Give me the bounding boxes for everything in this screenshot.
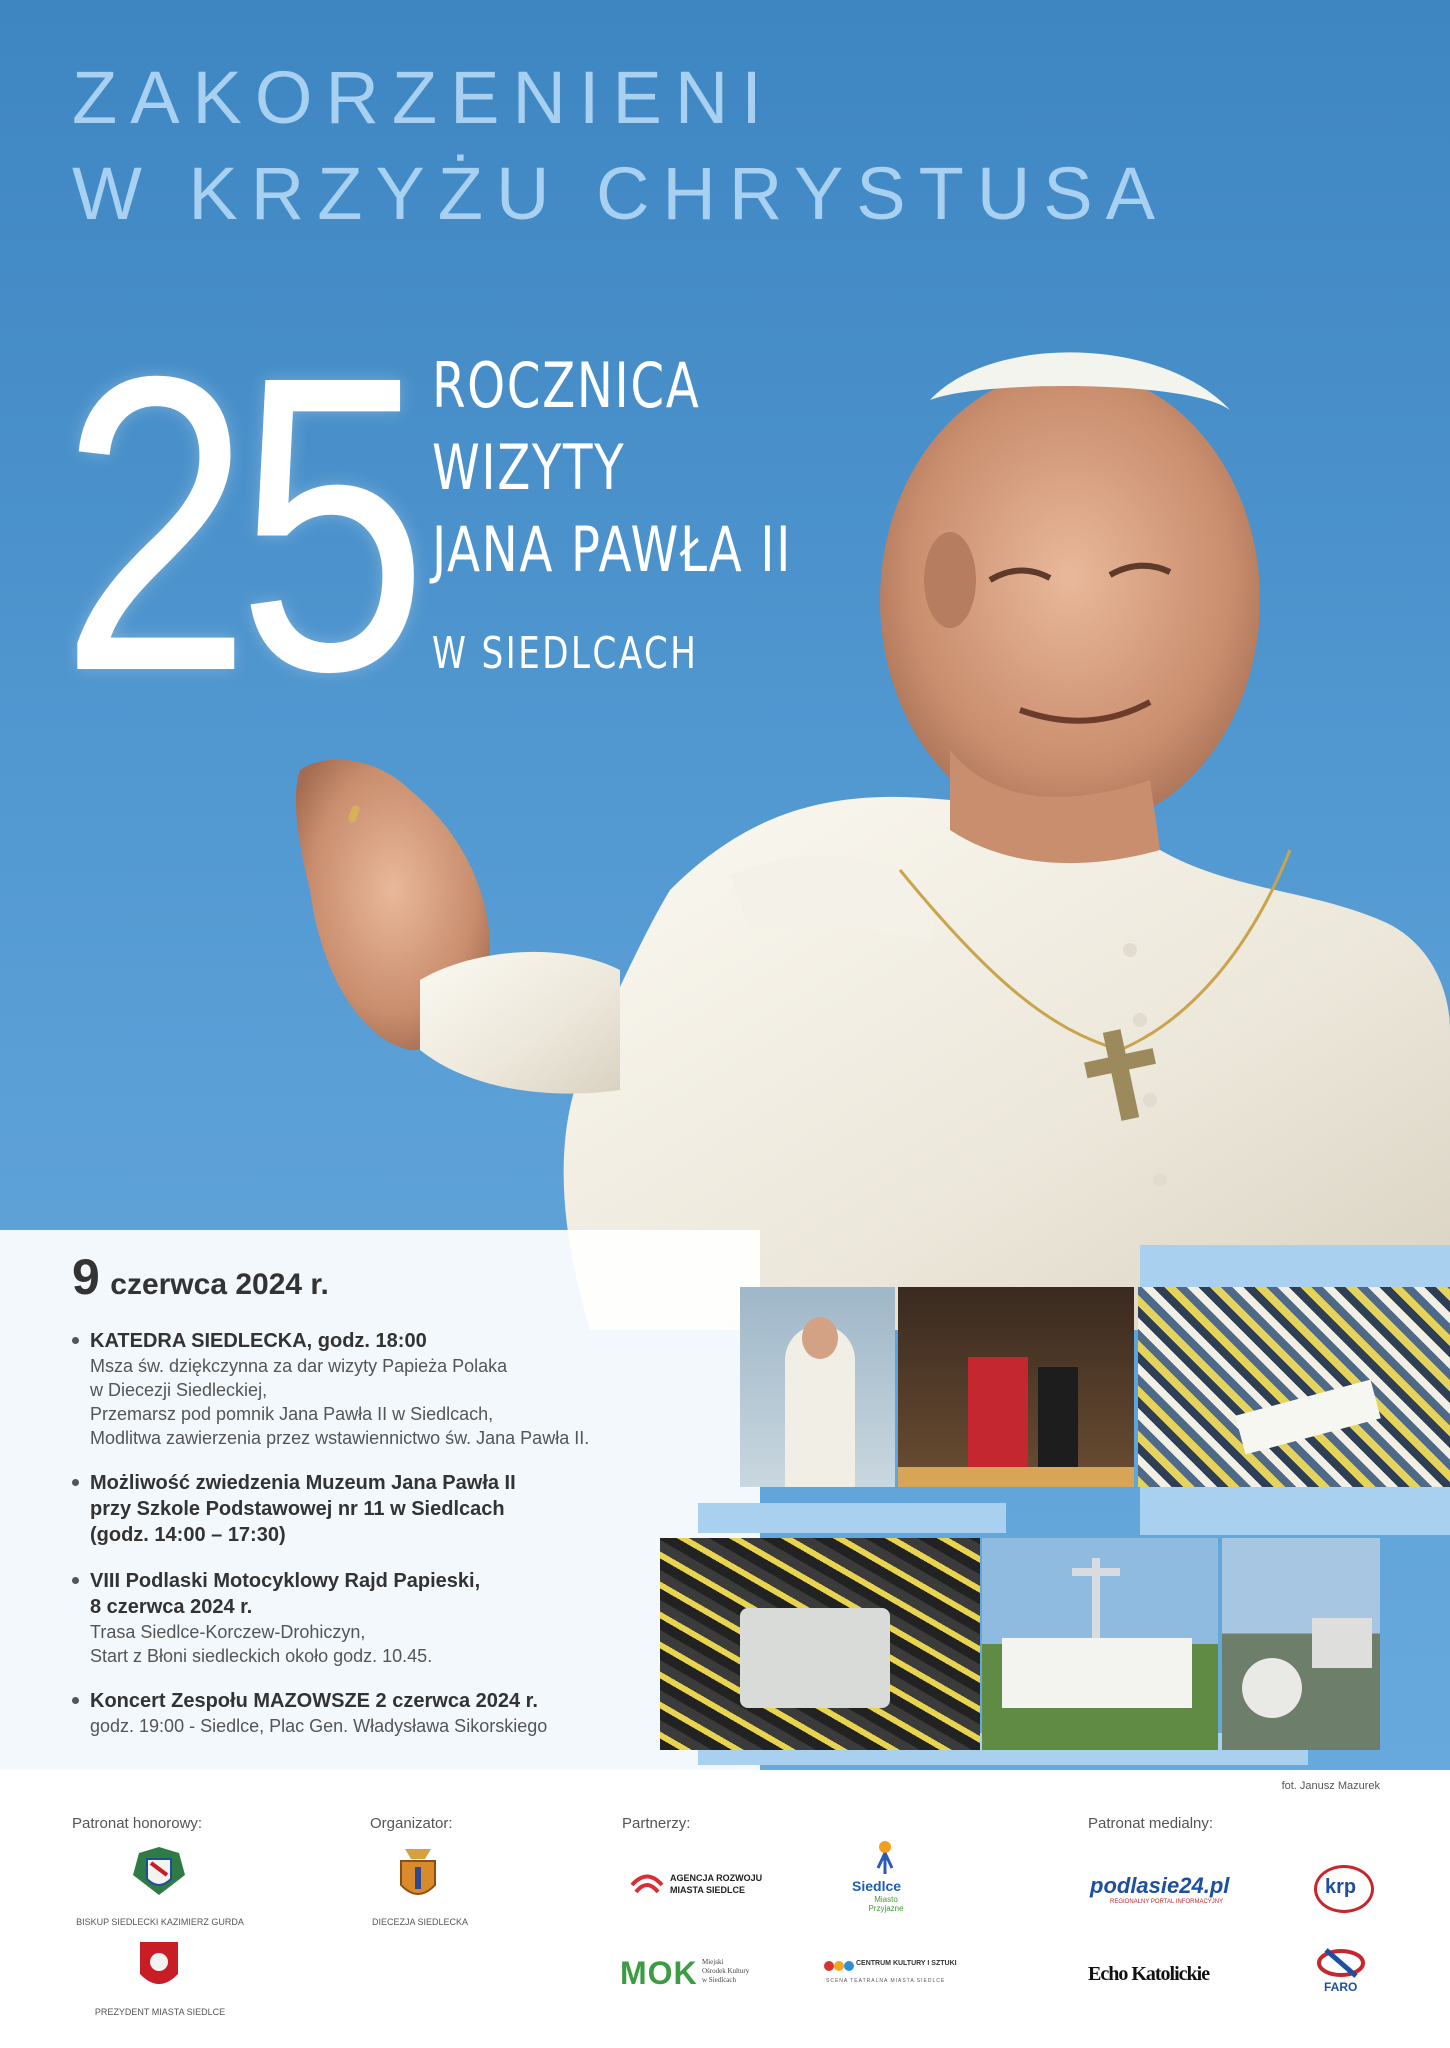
event-detail: Start z Błoni siedleckich około godz. 10.45.	[90, 1646, 433, 1666]
agencja-rozwoju-icon	[630, 1870, 664, 1900]
anniversary-line-1: ROCZNICA	[432, 349, 701, 422]
biskup-caption: BISKUP SIEDLECKI KAZIMIERZ GURDA	[76, 1917, 244, 1927]
partnerzy-heading: Partnerzy:	[622, 1815, 691, 1832]
event-item	[72, 1688, 692, 1738]
bullet-icon	[72, 1577, 79, 1584]
centrum-kultury-logo-line-1: CENTRUM KULTURY I SZTUKI	[856, 1960, 957, 1967]
anniversary-number: 25	[60, 290, 414, 759]
event-detail: w Diecezji Siedleckiej,	[90, 1380, 268, 1400]
collage-photo	[1222, 1538, 1380, 1750]
event-title: Możliwość zwiedzenia Muzeum Jana Pawła II	[90, 1472, 516, 1494]
event-date	[72, 1248, 329, 1306]
event-title: Koncert Zespołu MAZOWSZE 2 czerwca 2024 r.	[90, 1690, 538, 1712]
photo-car	[740, 1608, 890, 1708]
agencja-rozwoju-logo-line-1: AGENCJA ROZWOJU	[670, 1873, 763, 1883]
event-title: 8 czerwca 2024 r.	[90, 1596, 253, 1618]
event-detail: Msza św. dziękczynna za dar wizyty Papieża Polaka	[90, 1356, 508, 1376]
podlasie24-logo-subtitle: REGIONALNY PORTAL INFORMACYJNY	[1110, 1899, 1224, 1905]
bullet-icon	[72, 1697, 79, 1704]
photo-banner	[1235, 1380, 1381, 1455]
siedlce-coat-of-arms-icon	[136, 1938, 182, 1996]
siedlce-logo-subtitle: Miasto Przyjazne	[868, 1895, 904, 1913]
anniversary-title	[432, 345, 893, 695]
mok-logo: MOK	[620, 1955, 698, 1991]
patronat-honorowy-heading: Patronat honorowy:	[72, 1815, 203, 1832]
mok-logo-subtitle-3: w Siedlcach	[702, 1976, 737, 1984]
anniversary-line-4: W SIEDLCACH	[432, 628, 699, 679]
centrum-kultury-icon	[824, 1958, 854, 1974]
bishop-coat-of-arms-icon	[127, 1845, 191, 1905]
centrum-kultury-logo-line-2: SCENA TEATRALNA MIASTA SIEDLCE	[826, 1978, 946, 1984]
event-detail: godz. 19:00 - Siedlce, Plac Gen. Władysława Sikorskiego	[90, 1716, 548, 1736]
event-title: przy Szkole Podstawowej nr 11 w Siedlcach	[90, 1498, 505, 1520]
headline-line-2: W KRZYŻU CHRYSTUSA	[72, 152, 1169, 235]
event-detail: Modlitwa zawierzenia przez wstawiennictwo św. Jana Pawła II.	[90, 1428, 590, 1448]
photo-face	[802, 1317, 838, 1359]
collage-photo	[898, 1287, 1134, 1487]
photo-car	[1312, 1618, 1372, 1668]
podlasie24-logo: podlasie24.pl	[1090, 1873, 1230, 1898]
event-item	[72, 1568, 692, 1668]
photo-credit: fot. Janusz Mazurek	[1281, 1780, 1380, 1792]
faro-tv-icon	[1316, 1946, 1366, 1980]
bullet-icon	[72, 1337, 79, 1344]
event-detail: Trasa Siedlce-Korczew-Drohiczyn,	[90, 1622, 366, 1642]
collage-photo	[660, 1538, 980, 1750]
organizator-heading: Organizator:	[370, 1815, 453, 1832]
headline-line-1: ZAKORZENIENI	[72, 56, 775, 139]
collage-photo	[982, 1538, 1218, 1750]
event-date-day: 9	[72, 1249, 100, 1305]
faro-logo: FARO	[1324, 1980, 1358, 1994]
anniversary-line-3: JANA PAWŁA II	[432, 513, 792, 586]
photo-motorcycle	[1242, 1658, 1302, 1718]
diocese-coat-of-arms-icon	[395, 1845, 441, 1905]
collage-photo	[740, 1287, 895, 1487]
diecezja-caption: DIECEZJA SIEDLECKA	[371, 1917, 469, 1927]
siedlce-logo: Siedlce	[852, 1878, 902, 1894]
event-title: (godz. 14:00 – 17:30)	[90, 1524, 286, 1546]
event-item	[72, 1470, 692, 1548]
photo-altar	[1002, 1638, 1192, 1708]
anniversary-line-2: WIZYTY	[432, 431, 626, 504]
event-title: VIII Podlaski Motocyklowy Rajd Papieski,	[90, 1570, 481, 1592]
collage-photo	[1138, 1287, 1450, 1487]
event-list	[72, 1328, 692, 1758]
agencja-rozwoju-logo-line-2: MIASTA SIEDLCE	[670, 1885, 746, 1895]
mok-logo-subtitle-1: Miejski	[702, 1958, 724, 1966]
mok-logo-subtitle-2: Ośrodek Kultury	[702, 1967, 750, 1975]
siedlce-mascot-icon	[872, 1840, 898, 1874]
bullet-icon	[72, 1479, 79, 1486]
echo-katolickie-logo: Echo Katolickie	[1088, 1963, 1210, 1985]
photo-cross	[1072, 1568, 1120, 1576]
krp-logo-text: krp	[1325, 1876, 1357, 1898]
krp-logo	[1314, 1865, 1374, 1913]
headline	[72, 50, 1168, 242]
photo-floor	[898, 1467, 1134, 1487]
photo-collage	[660, 1245, 1450, 1775]
collage-accent	[698, 1503, 1006, 1533]
event-item	[72, 1328, 692, 1450]
patronat-medialny-heading: Patronat medialny:	[1088, 1815, 1214, 1832]
event-title: KATEDRA SIEDLECKA, godz. 18:00	[90, 1330, 427, 1352]
event-date-month-year: czerwca 2024 r.	[110, 1268, 329, 1301]
event-detail: Przemarsz pod pomnik Jana Pawła II w Siedlcach,	[90, 1404, 494, 1424]
prezydent-caption: PREZYDENT MIASTA SIEDLCE	[94, 2007, 226, 2017]
